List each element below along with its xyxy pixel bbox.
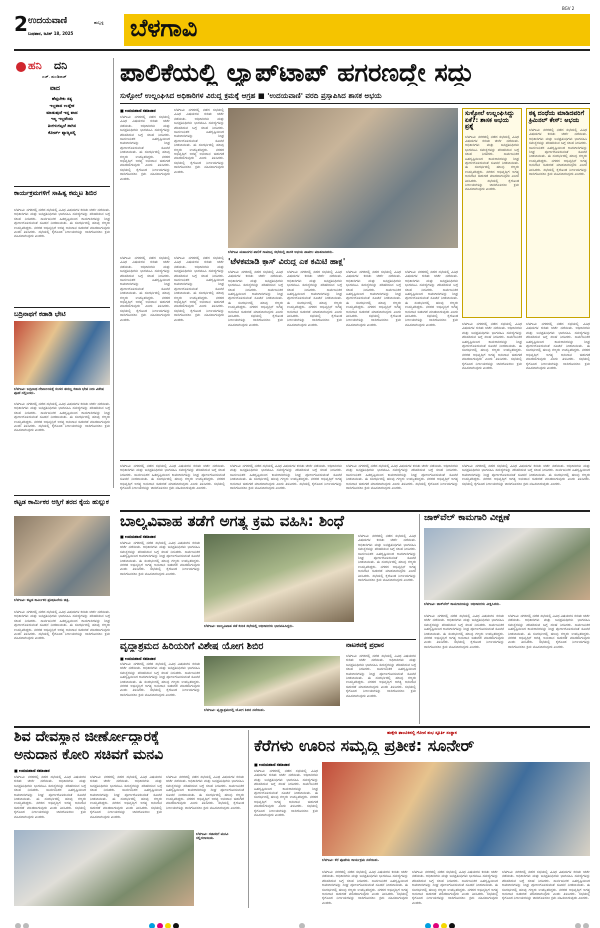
child-marriage-caption: ಬೆಳಗಾವಿ: ಬಾಲ್ಯವಿವಾಹ ತಡೆ ಕುರಿತ ಸಭೆಯಲ್ಲಿ ಅಧಿಕಾರಿಗಳು ಭಾಗವಹಿಸಿದ್ದರು.	[204, 624, 294, 628]
side-box-1	[462, 108, 522, 318]
jack-well-photo	[424, 528, 590, 600]
mid-body-col4: ಬೆಳಗಾವಿ: ನಗರದಲ್ಲಿ ನಡೆದ ಸಭೆಯಲ್ಲಿ ವಿವಿಧ ವಿಷಯಗಳ ಕುರಿತು ಚರ್ಚೆ ನಡೆಯಿತು. ಅಧಿಕಾರಿಗಳು ಮತ್ತು ಜನಪ್ರತಿನಿಧಿಗಳು ಭಾಗವಹಿಸಿ ಸಮಸ್ಯೆಗಳನ್ನು ಪರಿಹರಿಸುವ ಬಗ್ಗೆ ಸಲಹೆ ನೀಡಿದರು. ಸಾರ್ವಜನಿಕರ ಹಿತದೃಷ್ಟಿಯಿಂದ ಕಾಮಗಾರಿಗಳನ್ನು ಶೀಘ್ರ ಪೂರ್ಣಗೊಳಿಸುವಂತೆ ಸೂಚನೆ ನೀಡಲಾಯಿತು. ಈ ಸಂದರ್ಭದಲ್ಲಿ ಹಲವು ಗಣ್ಯರು ಉಪಸ್ಥಿತರಿದ್ದರು. ನಗರದ ಅಭಿವೃದ್ಧಿಗೆ ಅಗತ್ಯ ಅನುದಾನ ಬಿಡುಗಡೆ ಮಾಡಲಾಗುವುದು ಎಂದು ತಿಳಿಸಿದರು. ಸಭೆಯಲ್ಲಿ ಕೈಗೊಂಡ ನಿರ್ಣಯಗಳನ್ನು ಜಾರಿಗೊಳಿಸಲು ಕ್ರಮ ವಹಿಸಲಾಗುವುದು ಎಂದರು.	[462, 464, 590, 486]
child-rule	[120, 510, 590, 512]
lead-body-col1: ಬೆಳಗಾವಿ: ನಗರದಲ್ಲಿ ನಡೆದ ಸಭೆಯಲ್ಲಿ ವಿವಿಧ ವಿಷಯಗಳ ಕುರಿತು ಚರ್ಚೆ ನಡೆಯಿತು. ಅಧಿಕಾರಿಗಳು ಮತ್ತು ಜನಪ್ರತಿನಿಧಿಗಳು ಭಾಗವಹಿಸಿ ಸಮಸ್ಯೆಗಳನ್ನು ಪರಿಹರಿಸುವ ಬಗ್ಗೆ ಸಲಹೆ ನೀಡಿದರು. ಸಾರ್ವಜನಿಕರ ಹಿತದೃಷ್ಟಿಯಿಂದ ಕಾಮಗಾರಿಗಳನ್ನು ಶೀಘ್ರ ಪೂರ್ಣಗೊಳಿಸುವಂತೆ ಸೂಚನೆ ನೀಡಲಾಯಿತು. ಈ ಸಂದರ್ಭದಲ್ಲಿ ಹಲವು ಗಣ್ಯರು ಉಪಸ್ಥಿತರಿದ್ದರು. ನಗರದ ಅಭಿವೃದ್ಧಿಗೆ ಅಗತ್ಯ ಅನುದಾನ ಬಿಡುಗಡೆ ಮಾಡಲಾಗುವುದು ಎಂದು ತಿಳಿಸಿದರು. ಸಭೆಯಲ್ಲಿ ಕೈಗೊಂಡ ನಿರ್ಣಯಗಳನ್ನು ಜಾರಿಗೊಳಿಸಲು ಕ್ರಮ ವಹಿಸಲಾಗುವುದು ಎಂದರು.	[120, 115, 170, 181]
bottom-kicker: ಹುಕ್ಕೇರಿ ತಾಲೂಕಿನಲ್ಲಿ ಗೋಣಿ ಶುಭ ಸ್ಪೂರ್ತಿ ಸಂಸ್ಥಾನ	[387, 730, 457, 735]
column-divider	[113, 58, 114, 488]
yoga-caption: ಬೆಳಗಾವಿ: ವೃದ್ಧಾಶ್ರಮದಲ್ಲಿ ಯೋಗ ಶಿಬಿರ ನಡೆಯಿತು.	[204, 708, 266, 712]
left-story3-headline: ಕಟ್ಟಡ ಕಾರ್ಮಿಕರ ಆಸ್ತಿಗೆ ತರದ ಕೈಯ ಹುಲ್ಲುಕ	[14, 499, 109, 506]
left-rule-3	[14, 495, 110, 496]
bottom-rule	[14, 726, 590, 728]
left-story3-body: ಬೆಳಗಾವಿ: ನಗರದಲ್ಲಿ ನಡೆದ ಸಭೆಯಲ್ಲಿ ವಿವಿಧ ವಿಷಯಗಳ ಕುರಿತು ಚರ್ಚೆ ನಡೆಯಿತು. ಅಧಿಕಾರಿಗಳು ಮತ್ತು ಜನಪ್ರತಿನಿಧಿಗಳು ಭಾಗವಹಿಸಿ ಸಮಸ್ಯೆಗಳನ್ನು ಪರಿಹರಿಸುವ ಬಗ್ಗೆ ಸಲಹೆ ನೀಡಿದರು. ಸಾರ್ವಜನಿಕರ ಹಿತದೃಷ್ಟಿಯಿಂದ ಕಾಮಗಾರಿಗಳನ್ನು ಶೀಘ್ರ ಪೂರ್ಣಗೊಳಿಸುವಂತೆ ಸೂಚನೆ ನೀಡಲಾಯಿತು. ಈ ಸಂದರ್ಭದಲ್ಲಿ ಹಲವು ಗಣ್ಯರು ಉಪಸ್ಥಿತರಿದ್ದರು. ನಗರದ ಅಭಿವೃದ್ಧಿಗೆ ಅಗತ್ಯ ಅನುದಾನ ಬಿಡುಗಡೆ ಮಾಡಲಾಗುವುದು ಎಂದು ತಿಳಿಸಿದರು. ಸಭೆಯಲ್ಲಿ ಕೈಗೊಂಡ ನಿರ್ಣಯಗಳನ್ನು ಜಾರಿಗೊಳಿಸಲು ಕ್ರಮ ವಹಿಸಲಾಗುವುದು ಎಂದರು.	[14, 610, 110, 641]
left-story3-caption: ಬೆಳಗಾವಿ: ಕಟ್ಟಡ ಕಾರ್ಮಿಕರ ಪ್ರತಿಭಟನೆಯ ಚಿತ್ರ.	[14, 598, 70, 602]
left-story2-body: ಬೆಳಗಾವಿ: ನಗರದಲ್ಲಿ ನಡೆದ ಸಭೆಯಲ್ಲಿ ವಿವಿಧ ವಿಷಯಗಳ ಕುರಿತು ಚರ್ಚೆ ನಡೆಯಿತು. ಅಧಿಕಾರಿಗಳು ಮತ್ತು ಜನಪ್ರತಿನಿಧಿಗಳು ಭಾಗವಹಿಸಿ ಸಮಸ್ಯೆಗಳನ್ನು ಪರಿಹರಿಸುವ ಬಗ್ಗೆ ಸಲಹೆ ನೀಡಿದರು. ಸಾರ್ವಜನಿಕರ ಹಿತದೃಷ್ಟಿಯಿಂದ ಕಾಮಗಾರಿಗಳನ್ನು ಶೀಘ್ರ ಪೂರ್ಣಗೊಳಿಸುವಂತೆ ಸೂಚನೆ ನೀಡಲಾಯಿತು. ಈ ಸಂದರ್ಭದಲ್ಲಿ ಹಲವು ಗಣ್ಯರು ಉಪಸ್ಥಿತರಿದ್ದರು. ನಗರದ ಅಭಿವೃದ್ಧಿಗೆ ಅಗತ್ಯ ಅನುದಾನ ಬಿಡುಗಡೆ ಮಾಡಲಾಗುವುದು ಎಂದು ತಿಳಿಸಿದರು. ಸಭೆಯಲ್ಲಿ ಕೈಗೊಂಡ ನಿರ್ಣಯಗಳನ್ನು ಜಾರಿಗೊಳಿಸಲು ಕ್ರಮ ವಹಿಸಲಾಗುವುದು ಎಂದರು.	[14, 402, 110, 433]
verse-line: ಕೋರ್ಟ್ ವ್ಯಾಜ್ಯದಲ್ಲಿ	[48, 129, 76, 135]
divider-right	[419, 514, 420, 724]
page-code: BGV 2	[562, 6, 575, 11]
side-box-1-body: ಬೆಳಗಾವಿ: ನಗರದಲ್ಲಿ ನಡೆದ ಸಭೆಯಲ್ಲಿ ವಿವಿಧ ವಿಷಯಗಳ ಕುರಿತು ಚರ್ಚೆ ನಡೆಯಿತು. ಅಧಿಕಾರಿಗಳು ಮತ್ತು ಜನಪ್ರತಿನಿಧಿಗಳು ಭಾಗವಹಿಸಿ ಸಮಸ್ಯೆಗಳನ್ನು ಪರಿಹರಿಸುವ ಬಗ್ಗೆ ಸಲಹೆ ನೀಡಿದರು. ಸಾರ್ವಜನಿಕರ ಹಿತದೃಷ್ಟಿಯಿಂದ ಕಾಮಗಾರಿಗಳನ್ನು ಶೀಘ್ರ ಪೂರ್ಣಗೊಳಿಸುವಂತೆ ಸೂಚನೆ ನೀಡಲಾಯಿತು. ಈ ಸಂದರ್ಭದಲ್ಲಿ ಹಲವು ಗಣ್ಯರು ಉಪಸ್ಥಿತರಿದ್ದರು. ನಗರದ ಅಭಿವೃದ್ಧಿಗೆ ಅಗತ್ಯ ಅನುದಾನ ಬಿಡುಗಡೆ ಮಾಡಲಾಗುವುದು ಎಂದು ತಿಳಿಸಿದರು. ಸಭೆಯಲ್ಲಿ ಕೈಗೊಂಡ ನಿರ್ಣಯಗಳನ್ನು ಜಾರಿಗೊಳಿಸಲು ಕ್ರಮ ವಹಿಸಲಾಗುವುದು ಎಂದರು.	[465, 134, 519, 192]
kalmadi-headline: 'ಟೆಳಕಮಾಡಿ ಕ್ರಾಸ್ ವಿರುದ್ದ ಎಕ ಕಮಿಟಿ ಹಾಕ್ಲ'	[228, 258, 346, 266]
lead-subhead: ಸುಳ್ಳೋಲೆ ಉಲ್ಲಂಘಿಸಿದ ಅಧಿಕಾರಿಗಳ ವಿರುದ್ಧ ಕ್ರಮಕ್ಕೆ ಆಗ್ರಹ ■ 'ಉದಯವಾಣಿ' ವರದಿ ಪ್ರಸ್ತಾಪಿಸಿದ ಶಾಸಕ ಅಭಯ	[120, 92, 382, 100]
jack-well-body-col2: ಬೆಳಗಾವಿ: ನಗರದಲ್ಲಿ ನಡೆದ ಸಭೆಯಲ್ಲಿ ವಿವಿಧ ವಿಷಯಗಳ ಕುರಿತು ಚರ್ಚೆ ನಡೆಯಿತು. ಅಧಿಕಾರಿಗಳು ಮತ್ತು ಜನಪ್ರತಿನಿಧಿಗಳು ಭಾಗವಹಿಸಿ ಸಮಸ್ಯೆಗಳನ್ನು ಪರಿಹರಿಸುವ ಬಗ್ಗೆ ಸಲಹೆ ನೀಡಿದರು. ಸಾರ್ವಜನಿಕರ ಹಿತದೃಷ್ಟಿಯಿಂದ ಕಾಮಗಾರಿಗಳನ್ನು ಶೀಘ್ರ ಪೂರ್ಣಗೊಳಿಸುವಂತೆ ಸೂಚನೆ ನೀಡಲಾಯಿತು. ಈ ಸಂದರ್ಭದಲ್ಲಿ ಹಲವು ಗಣ್ಯರು ಉಪಸ್ಥಿತರಿದ್ದರು. ನಗರದ ಅಭಿವೃದ್ಧಿಗೆ ಅಗತ್ಯ ಅನುದಾನ ಬಿಡುಗಡೆ ಮಾಡಲಾಗುವುದು ಎಂದು ತಿಳಿಸಿದರು. ಸಭೆಯಲ್ಲಿ ಕೈಗೊಂಡ ನಿರ್ಣಯಗಳನ್ನು ಜಾರಿಗೊಳಿಸಲು ಕ್ರಮ ವಹಿಸಲಾಗುವುದು ಎಂದರು.	[508, 614, 590, 649]
side-box-1-title: ಸುಳ್ಳೋಲೆ ಉಲ್ಲಂಘಿಸಿದ್ದು ಏಕೆ?: ಶಾಸಕ ಅಭಯ ಪ್ರಶ್ನೆ	[465, 110, 515, 130]
yoga-photo	[204, 656, 340, 706]
left-story1-headline: ಕಾರ್ಯಕ್ರಮಗಳಿಗೆ ಸಾಹಿತ್ಯ ಕಮ್ಮಟ ಶಿಬಿರ	[14, 190, 97, 197]
bottom-right-body-2: ಬೆಳಗಾವಿ: ನಗರದಲ್ಲಿ ನಡೆದ ಸಭೆಯಲ್ಲಿ ವಿವಿಧ ವಿಷಯಗಳ ಕುರಿತು ಚರ್ಚೆ ನಡೆಯಿತು. ಅಧಿಕಾರಿಗಳು ಮತ್ತು ಜನಪ್ರತಿನಿಧಿಗಳು ಭಾಗವಹಿಸಿ ಸಮಸ್ಯೆಗಳನ್ನು ಪರಿಹರಿಸುವ ಬಗ್ಗೆ ಸಲಹೆ ನೀಡಿದರು. ಸಾರ್ವಜನಿಕರ ಹಿತದೃಷ್ಟಿಯಿಂದ ಕಾಮಗಾರಿಗಳನ್ನು ಶೀಘ್ರ ಪೂರ್ಣಗೊಳಿಸುವಂತೆ ಸೂಚನೆ ನೀಡಲಾಯಿತು. ಈ ಸಂದರ್ಭದಲ್ಲಿ ಹಲವು ಗಣ್ಯರು ಉಪಸ್ಥಿತರಿದ್ದರು. ನಗರದ ಅಭಿವೃದ್ಧಿಗೆ ಅಗತ್ಯ ಅನುದಾನ ಬಿಡುಗಡೆ ಮಾಡಲಾಗುವುದು ಎಂದು ತಿಳಿಸಿದರು. ಸಭೆಯಲ್ಲಿ ಕೈಗೊಂಡ ನಿರ್ಣಯಗಳನ್ನು ಜಾರಿಗೊಳಿಸಲು ಕ್ರಮ ವಹಿಸಲಾಗುವುದು ಎಂದರು.	[322, 870, 408, 905]
verse-title: ವಾದ	[50, 86, 60, 92]
nata-body: ಬೆಳಗಾವಿ: ನಗರದಲ್ಲಿ ನಡೆದ ಸಭೆಯಲ್ಲಿ ವಿವಿಧ ವಿಷಯಗಳ ಕುರಿತು ಚರ್ಚೆ ನಡೆಯಿತು. ಅಧಿಕಾರಿಗಳು ಮತ್ತು ಜನಪ್ರತಿನಿಧಿಗಳು ಭಾಗವಹಿಸಿ ಸಮಸ್ಯೆಗಳನ್ನು ಪರಿಹರಿಸುವ ಬಗ್ಗೆ ಸಲಹೆ ನೀಡಿದರು. ಸಾರ್ವಜನಿಕರ ಹಿತದೃಷ್ಟಿಯಿಂದ ಕಾಮಗಾರಿಗಳನ್ನು ಶೀಘ್ರ ಪೂರ್ಣಗೊಳಿಸುವಂತೆ ಸೂಚನೆ ನೀಡಲಾಯಿತು. ಈ ಸಂದರ್ಭದಲ್ಲಿ ಹಲವು ಗಣ್ಯರು ಉಪಸ್ಥಿತರಿದ್ದರು. ನಗರದ ಅಭಿವೃದ್ಧಿಗೆ ಅಗತ್ಯ ಅನುದಾನ ಬಿಡುಗಡೆ ಮಾಡಲಾಗುವುದು ಎಂದು ತಿಳಿಸಿದರು. ಸಭೆಯಲ್ಲಿ ಕೈಗೊಂಡ ನಿರ್ಣಯಗಳನ್ನು ಜಾರಿಗೊಳಿಸಲು ಕ್ರಮ ವಹಿಸಲಾಗುವುದು ಎಂದರು.	[346, 654, 416, 698]
verse-line: ಇಲ್ಲ ಇಲ್ಲವೆಂದು	[50, 116, 74, 122]
lead-rule	[120, 103, 590, 104]
child-body-col2: ಬೆಳಗಾವಿ: ನಗರದಲ್ಲಿ ನಡೆದ ಸಭೆಯಲ್ಲಿ ವಿವಿಧ ವಿಷಯಗಳ ಕುರಿತು ಚರ್ಚೆ ನಡೆಯಿತು. ಅಧಿಕಾರಿಗಳು ಮತ್ತು ಜನಪ್ರತಿನಿಧಿಗಳು ಭಾಗವಹಿಸಿ ಸಮಸ್ಯೆಗಳನ್ನು ಪರಿಹರಿಸುವ ಬಗ್ಗೆ ಸಲಹೆ ನೀಡಿದರು. ಸಾರ್ವಜನಿಕರ ಹಿತದೃಷ್ಟಿಯಿಂದ ಕಾಮಗಾರಿಗಳನ್ನು ಶೀಘ್ರ ಪೂರ್ಣಗೊಳಿಸುವಂತೆ ಸೂಚನೆ ನೀಡಲಾಯಿತು. ಈ ಸಂದರ್ಭದಲ್ಲಿ ಹಲವು ಗಣ್ಯರು ಉಪಸ್ಥಿತರಿದ್ದರು. ನಗರದ ಅಭಿವೃದ್ಧಿಗೆ ಅಗತ್ಯ ಅನುದಾನ ಬಿಡುಗಡೆ ಮಾಡಲಾಗುವುದು ಎಂದು ತಿಳಿಸಿದರು. ಸಭೆಯಲ್ಲಿ ಕೈಗೊಂಡ ನಿರ್ಣಯಗಳನ್ನು ಜಾರಿಗೊಳಿಸಲು ಕ್ರಮ ವಹಿಸಲಾಗುವುದು ಎಂದರು.	[358, 534, 416, 583]
verse-lines	[18, 96, 106, 137]
hani-dani-column	[14, 58, 110, 182]
lead-body-col3: ಬೆಳಗಾವಿ: ನಗರದಲ್ಲಿ ನಡೆದ ಸಭೆಯಲ್ಲಿ ವಿವಿಧ ವಿಷಯಗಳ ಕುರಿತು ಚರ್ಚೆ ನಡೆಯಿತು. ಅಧಿಕಾರಿಗಳು ಮತ್ತು ಜನಪ್ರತಿನಿಧಿಗಳು ಭಾಗವಹಿಸಿ ಸಮಸ್ಯೆಗಳನ್ನು ಪರಿಹರಿಸುವ ಬಗ್ಗೆ ಸಲಹೆ ನೀಡಿದರು. ಸಾರ್ವಜನಿಕರ ಹಿತದೃಷ್ಟಿಯಿಂದ ಕಾಮಗಾರಿಗಳನ್ನು ಶೀಘ್ರ ಪೂರ್ಣಗೊಳಿಸುವಂತೆ ಸೂಚನೆ ನೀಡಲಾಯಿತು. ಈ ಸಂದರ್ಭದಲ್ಲಿ ಹಲವು ಗಣ್ಯರು ಉಪಸ್ಥಿತರಿದ್ದರು. ನಗರದ ಅಭಿವೃದ್ಧಿಗೆ ಅಗತ್ಯ ಅನುದಾನ ಬಿಡುಗಡೆ ಮಾಡಲಾಗುವುದು ಎಂದು ತಿಳಿಸಿದರು. ಸಭೆಯಲ್ಲಿ ಕೈಗೊಂಡ ನಿರ್ಣಯಗಳನ್ನು ಜಾರಿಗೊಳಿಸಲು ಕ್ರಮ ವಹಿಸಲಾಗುವುದು ಎಂದರು.	[120, 256, 170, 322]
jack-well-caption: ಬೆಳಗಾವಿ: ಜಾಕ್‌ವೆಲ್ ಕಾಮಗಾರಿಯನ್ನು ಅಧಿಕಾರಿಗಳು ವೀಕ್ಷಿಸಿದರು.	[424, 602, 501, 606]
bottom-left-photo	[14, 830, 194, 906]
bottom-left-body-2: ಬೆಳಗಾವಿ: ನಗರದಲ್ಲಿ ನಡೆದ ಸಭೆಯಲ್ಲಿ ವಿವಿಧ ವಿಷಯಗಳ ಕುರಿತು ಚರ್ಚೆ ನಡೆಯಿತು. ಅಧಿಕಾರಿಗಳು ಮತ್ತು ಜನಪ್ರತಿನಿಧಿಗಳು ಭಾಗವಹಿಸಿ ಸಮಸ್ಯೆಗಳನ್ನು ಪರಿಹರಿಸುವ ಬಗ್ಗೆ ಸಲಹೆ ನೀಡಿದರು. ಸಾರ್ವಜನಿಕರ ಹಿತದೃಷ್ಟಿಯಿಂದ ಕಾಮಗಾರಿಗಳನ್ನು ಶೀಘ್ರ ಪೂರ್ಣಗೊಳಿಸುವಂತೆ ಸೂಚನೆ ನೀಡಲಾಯಿತು. ಈ ಸಂದರ್ಭದಲ್ಲಿ ಹಲವು ಗಣ್ಯರು ಉಪಸ್ಥಿತರಿದ್ದರು. ನಗರದ ಅಭಿವೃದ್ಧಿಗೆ ಅಗತ್ಯ ಅನುದಾನ ಬಿಡುಗಡೆ ಮಾಡಲಾಗುವುದು ಎಂದು ತಿಳಿಸಿದರು. ಸಭೆಯಲ್ಲಿ ಕೈಗೊಂಡ ನಿರ್ಣಯಗಳನ್ನು ಜಾರಿಗೊಳಿಸಲು ಕ್ರಮ ವಹಿಸಲಾಗುವುದು ಎಂದರು.	[90, 775, 162, 819]
lead-body-col4: ಬೆಳಗಾವಿ: ನಗರದಲ್ಲಿ ನಡೆದ ಸಭೆಯಲ್ಲಿ ವಿವಿಧ ವಿಷಯಗಳ ಕುರಿತು ಚರ್ಚೆ ನಡೆಯಿತು. ಅಧಿಕಾರಿಗಳು ಮತ್ತು ಜನಪ್ರತಿನಿಧಿಗಳು ಭಾಗವಹಿಸಿ ಸಮಸ್ಯೆಗಳನ್ನು ಪರಿಹರಿಸುವ ಬಗ್ಗೆ ಸಲಹೆ ನೀಡಿದರು. ಸಾರ್ವಜನಿಕರ ಹಿತದೃಷ್ಟಿಯಿಂದ ಕಾಮಗಾರಿಗಳನ್ನು ಶೀಘ್ರ ಪೂರ್ಣಗೊಳಿಸುವಂತೆ ಸೂಚನೆ ನೀಡಲಾಯಿತು. ಈ ಸಂದರ್ಭದಲ್ಲಿ ಹಲವು ಗಣ್ಯರು ಉಪಸ್ಥಿತರಿದ್ದರು. ನಗರದ ಅಭಿವೃದ್ಧಿಗೆ ಅಗತ್ಯ ಅನುದಾನ ಬಿಡುಗಡೆ ಮಾಡಲಾಗುವುದು ಎಂದು ತಿಳಿಸಿದರು. ಸಭೆಯಲ್ಲಿ ಕೈಗೊಂಡ ನಿರ್ಣಯಗಳನ್ನು ಜಾರಿಗೊಳಿಸಲು ಕ್ರಮ ವಹಿಸಲಾಗುವುದು ಎಂದರು.	[174, 256, 224, 322]
side-box-2	[526, 108, 590, 318]
yoga-headline: ವೃದ್ಧಾಶ್ರಮದ ಹಿರಿಯರಿಗೆ ವಿಶೇಷ ಯೋಗ ಶಿಬಿರ	[120, 642, 264, 652]
registration-marks	[14, 914, 590, 922]
hani-dani-title-b: ದನಿ	[54, 60, 68, 72]
lead-photo-caption: ಬೆಳಗಾವಿ ಮಹಾನಗರ ಪಾಲಿಕೆ ಸಾಮಾನ್ಯ ಸಭೆಯಲ್ಲಿ ಶಾಸಕ ಅಭಯ ಪಾಟೀಲ ಮಾತನಾಡಿದರು.	[228, 250, 334, 254]
bottom-left-caption: ಬೆಳಗಾವಿ: ಸಚಿವರಿಗೆ ಮನವಿ ಸಲ್ಲಿಸಲಾಯಿತು.	[196, 832, 229, 841]
side-box-2-body: ಬೆಳಗಾವಿ: ನಗರದಲ್ಲಿ ನಡೆದ ಸಭೆಯಲ್ಲಿ ವಿವಿಧ ವಿಷಯಗಳ ಕುರಿತು ಚರ್ಚೆ ನಡೆಯಿತು. ಅಧಿಕಾರಿಗಳು ಮತ್ತು ಜನಪ್ರತಿನಿಧಿಗಳು ಭಾಗವಹಿಸಿ ಸಮಸ್ಯೆಗಳನ್ನು ಪರಿಹರಿಸುವ ಬಗ್ಗೆ ಸಲಹೆ ನೀಡಿದರು. ಸಾರ್ವಜನಿಕರ ಹಿತದೃಷ್ಟಿಯಿಂದ ಕಾಮಗಾರಿಗಳನ್ನು ಶೀಘ್ರ ಪೂರ್ಣಗೊಳಿಸುವಂತೆ ಸೂಚನೆ ನೀಡಲಾಯಿತು. ಈ ಸಂದರ್ಭದಲ್ಲಿ ಹಲವು ಗಣ್ಯರು ಉಪಸ್ಥಿತರಿದ್ದರು. ನಗರದ ಅಭಿವೃದ್ಧಿಗೆ ಅಗತ್ಯ ಅನುದಾನ ಬಿಡುಗಡೆ ಮಾಡಲಾಗುವುದು ಎಂದು ತಿಳಿಸಿದರು. ಸಭೆಯಲ್ಲಿ ಕೈಗೊಂಡ ನಿರ್ಣಯಗಳನ್ನು ಜಾರಿಗೊಳಿಸಲು ಕ್ರಮ ವಹಿಸಲಾಗುವುದು ಎಂದರು.	[529, 128, 587, 177]
jack-well-body-col1: ಬೆಳಗಾವಿ: ನಗರದಲ್ಲಿ ನಡೆದ ಸಭೆಯಲ್ಲಿ ವಿವಿಧ ವಿಷಯಗಳ ಕುರಿತು ಚರ್ಚೆ ನಡೆಯಿತು. ಅಧಿಕಾರಿಗಳು ಮತ್ತು ಜನಪ್ರತಿನಿಧಿಗಳು ಭಾಗವಹಿಸಿ ಸಮಸ್ಯೆಗಳನ್ನು ಪರಿಹರಿಸುವ ಬಗ್ಗೆ ಸಲಹೆ ನೀಡಿದರು. ಸಾರ್ವಜನಿಕರ ಹಿತದೃಷ್ಟಿಯಿಂದ ಕಾಮಗಾರಿಗಳನ್ನು ಶೀಘ್ರ ಪೂರ್ಣಗೊಳಿಸುವಂತೆ ಸೂಚನೆ ನೀಡಲಾಯಿತು. ಈ ಸಂದರ್ಭದಲ್ಲಿ ಹಲವು ಗಣ್ಯರು ಉಪಸ್ಥಿತರಿದ್ದರು. ನಗರದ ಅಭಿವೃದ್ಧಿಗೆ ಅಗತ್ಯ ಅನುದಾನ ಬಿಡುಗಡೆ ಮಾಡಲಾಗುವುದು ಎಂದು ತಿಳಿಸಿದರು. ಸಭೆಯಲ್ಲಿ ಕೈಗೊಂಡ ನಿರ್ಣಯಗಳನ್ನು ಜಾರಿಗೊಳಿಸಲು ಕ್ರಮ ವಹಿಸಲಾಗುವುದು ಎಂದರು.	[424, 614, 504, 649]
yoga-rule	[120, 639, 416, 640]
reg-mark-gray-2	[298, 914, 306, 922]
mid-rule	[120, 460, 590, 461]
left-rule-2	[14, 307, 110, 308]
labour-photo	[14, 516, 110, 596]
bottom-right-body-3: ಬೆಳಗಾವಿ: ನಗರದಲ್ಲಿ ನಡೆದ ಸಭೆಯಲ್ಲಿ ವಿವಿಧ ವಿಷಯಗಳ ಕುರಿತು ಚರ್ಚೆ ನಡೆಯಿತು. ಅಧಿಕಾರಿಗಳು ಮತ್ತು ಜನಪ್ರತಿನಿಧಿಗಳು ಭಾಗವಹಿಸಿ ಸಮಸ್ಯೆಗಳನ್ನು ಪರಿಹರಿಸುವ ಬಗ್ಗೆ ಸಲಹೆ ನೀಡಿದರು. ಸಾರ್ವಜನಿಕರ ಹಿತದೃಷ್ಟಿಯಿಂದ ಕಾಮಗಾರಿಗಳನ್ನು ಶೀಘ್ರ ಪೂರ್ಣಗೊಳಿಸುವಂತೆ ಸೂಚನೆ ನೀಡಲಾಯಿತು. ಈ ಸಂದರ್ಭದಲ್ಲಿ ಹಲವು ಗಣ್ಯರು ಉಪಸ್ಥಿತರಿದ್ದರು. ನಗರದ ಅಭಿವೃದ್ಧಿಗೆ ಅಗತ್ಯ ಅನುದಾನ ಬಿಡುಗಡೆ ಮಾಡಲಾಗುವುದು ಎಂದು ತಿಳಿಸಿದರು. ಸಭೆಯಲ್ಲಿ ಕೈಗೊಂಡ ನಿರ್ಣಯಗಳನ್ನು ಜಾರಿಗೊಳಿಸಲು ಕ್ರಮ ವಹಿಸಲಾಗುವುದು ಎಂದರು.	[412, 870, 498, 905]
lead-body-col2: ಬೆಳಗಾವಿ: ನಗರದಲ್ಲಿ ನಡೆದ ಸಭೆಯಲ್ಲಿ ವಿವಿಧ ವಿಷಯಗಳ ಕುರಿತು ಚರ್ಚೆ ನಡೆಯಿತು. ಅಧಿಕಾರಿಗಳು ಮತ್ತು ಜನಪ್ರತಿನಿಧಿಗಳು ಭಾಗವಹಿಸಿ ಸಮಸ್ಯೆಗಳನ್ನು ಪರಿಹರಿಸುವ ಬಗ್ಗೆ ಸಲಹೆ ನೀಡಿದರು. ಸಾರ್ವಜನಿಕರ ಹಿತದೃಷ್ಟಿಯಿಂದ ಕಾಮಗಾರಿಗಳನ್ನು ಶೀಘ್ರ ಪೂರ್ಣಗೊಳಿಸುವಂತೆ ಸೂಚನೆ ನೀಡಲಾಯಿತು. ಈ ಸಂದರ್ಭದಲ್ಲಿ ಹಲವು ಗಣ್ಯರು ಉಪಸ್ಥಿತರಿದ್ದರು. ನಗರದ ಅಭಿವೃದ್ಧಿಗೆ ಅಗತ್ಯ ಅನುದಾನ ಬಿಡುಗಡೆ ಮಾಡಲಾಗುವುದು ಎಂದು ತಿಳಿಸಿದರು. ಸಭೆಯಲ್ಲಿ ಕೈಗೊಂಡ ನಿರ್ಣಯಗಳನ್ನು ಜಾರಿಗೊಳಿಸಲು ಕ್ರಮ ವಹಿಸಲಾಗುವುದು ಎಂದರು.	[174, 108, 224, 174]
child-marriage-photo	[204, 534, 354, 622]
bottom-right-caption: ಬೆಳಗಾವಿ: ಕೆರೆ ಪೂಜೆಯ ಕಾರ್ಯಕ್ರಮ ನಡೆಯಿತು.	[322, 858, 379, 862]
nata-headline: ನಾಟಕವಕ್ಕೆ ಪ್ರಧಾನ	[346, 642, 384, 649]
bottom-left-body-3: ಬೆಳಗಾವಿ: ನಗರದಲ್ಲಿ ನಡೆದ ಸಭೆಯಲ್ಲಿ ವಿವಿಧ ವಿಷಯಗಳ ಕುರಿತು ಚರ್ಚೆ ನಡೆಯಿತು. ಅಧಿಕಾರಿಗಳು ಮತ್ತು ಜನಪ್ರತಿನಿಧಿಗಳು ಭಾಗವಹಿಸಿ ಸಮಸ್ಯೆಗಳನ್ನು ಪರಿಹರಿಸುವ ಬಗ್ಗೆ ಸಲಹೆ ನೀಡಿದರು. ಸಾರ್ವಜನಿಕರ ಹಿತದೃಷ್ಟಿಯಿಂದ ಕಾಮಗಾರಿಗಳನ್ನು ಶೀಘ್ರ ಪೂರ್ಣಗೊಳಿಸುವಂತೆ ಸೂಚನೆ ನೀಡಲಾಯಿತು. ಈ ಸಂದರ್ಭದಲ್ಲಿ ಹಲವು ಗಣ್ಯರು ಉಪಸ್ಥಿತರಿದ್ದರು. ನಗರದ ಅಭಿವೃದ್ಧಿಗೆ ಅಗತ್ಯ ಅನುದಾನ ಬಿಡುಗಡೆ ಮಾಡಲಾಗುವುದು ಎಂದು ತಿಳಿಸಿದರು. ಸಭೆಯಲ್ಲಿ ಕೈಗೊಂಡ ನಿರ್ಣಯಗಳನ್ನು ಜಾರಿಗೊಳಿಸಲು ಕ್ರಮ ವಹಿಸಲಾಗುವುದು ಎಂದರು.	[166, 775, 244, 810]
header-rule	[14, 49, 590, 51]
side-body-continued-1: ಬೆಳಗಾವಿ: ನಗರದಲ್ಲಿ ನಡೆದ ಸಭೆಯಲ್ಲಿ ವಿವಿಧ ವಿಷಯಗಳ ಕುರಿತು ಚರ್ಚೆ ನಡೆಯಿತು. ಅಧಿಕಾರಿಗಳು ಮತ್ತು ಜನಪ್ರತಿನಿಧಿಗಳು ಭಾಗವಹಿಸಿ ಸಮಸ್ಯೆಗಳನ್ನು ಪರಿಹರಿಸುವ ಬಗ್ಗೆ ಸಲಹೆ ನೀಡಿದರು. ಸಾರ್ವಜನಿಕರ ಹಿತದೃಷ್ಟಿಯಿಂದ ಕಾಮಗಾರಿಗಳನ್ನು ಶೀಘ್ರ ಪೂರ್ಣಗೊಳಿಸುವಂತೆ ಸೂಚನೆ ನೀಡಲಾಯಿತು. ಈ ಸಂದರ್ಭದಲ್ಲಿ ಹಲವು ಗಣ್ಯರು ಉಪಸ್ಥಿತರಿದ್ದರು. ನಗರದ ಅಭಿವೃದ್ಧಿಗೆ ಅಗತ್ಯ ಅನುದಾನ ಬಿಡುಗಡೆ ಮಾಡಲಾಗುವುದು ಎಂದು ತಿಳಿಸಿದರು. ಸಭೆಯಲ್ಲಿ ಕೈಗೊಂಡ ನಿರ್ಣಯಗಳನ್ನು ಜಾರಿಗೊಳಿಸಲು ಕ್ರಮ ವಹಿಸಲಾಗುವುದು ಎಂದರು.	[462, 322, 522, 371]
left-rule-1	[14, 186, 110, 187]
badrinath-photo	[14, 321, 110, 385]
bottom-left-headline-1: ಶಿವ ದೇವಸ್ಥಾನ ಜೀರ್ಣೋದ್ಧಾರಕ್ಕೆ	[14, 730, 160, 745]
yoga-byline: ■ ಉದಯವಾಣಿ ಸಮಾಚಾರ	[120, 656, 156, 661]
left-story1-body: ಬೆಳಗಾವಿ: ನಗರದಲ್ಲಿ ನಡೆದ ಸಭೆಯಲ್ಲಿ ವಿವಿಧ ವಿಷಯಗಳ ಕುರಿತು ಚರ್ಚೆ ನಡೆಯಿತು. ಅಧಿಕಾರಿಗಳು ಮತ್ತು ಜನಪ್ರತಿನಿಧಿಗಳು ಭಾಗವಹಿಸಿ ಸಮಸ್ಯೆಗಳನ್ನು ಪರಿಹರಿಸುವ ಬಗ್ಗೆ ಸಲಹೆ ನೀಡಿದರು. ಸಾರ್ವಜನಿಕರ ಹಿತದೃಷ್ಟಿಯಿಂದ ಕಾಮಗಾರಿಗಳನ್ನು ಶೀಘ್ರ ಪೂರ್ಣಗೊಳಿಸುವಂತೆ ಸೂಚನೆ ನೀಡಲಾಯಿತು. ಈ ಸಂದರ್ಭದಲ್ಲಿ ಹಲವು ಗಣ್ಯರು ಉಪಸ್ಥಿತರಿದ್ದರು. ನಗರದ ಅಭಿವೃದ್ಧಿಗೆ ಅಗತ್ಯ ಅನುದಾನ ಬಿಡುಗಡೆ ಮಾಡಲಾಗುವುದು ಎಂದು ತಿಳಿಸಿದರು. ಸಭೆಯಲ್ಲಿ ಕೈಗೊಂಡ ನಿರ್ಣಯಗಳನ್ನು ಜಾರಿಗೊಳಿಸಲು ಕ್ರಮ ವಹಿಸಲಾಗುವುದು ಎಂದರು.	[14, 208, 110, 239]
jack-well-headline: ಜಾಕ್‌ವೆಲ್ ಕಾಮಗಾರಿ ವೀಕ್ಷಣೆ	[424, 514, 510, 523]
hani-dani-title-a: ಹನಿ	[28, 60, 42, 72]
reg-mark-gray	[14, 914, 30, 922]
child-byline: ■ ಉದಯವಾಣಿ ಸಮಾಚಾರ	[120, 534, 156, 539]
verse-line: ತಿಂಗಳುಗಟ್ಟಲೆ ಸಾಗಿದ	[47, 123, 77, 129]
bottom-right-byline: ■ ಉದಯವಾಣಿ ಸಮಾಚಾರ	[254, 762, 290, 767]
reg-mark-cmyk-2	[424, 914, 456, 922]
bottom-right-photo	[322, 762, 590, 856]
mid-body-col2: ಬೆಳಗಾವಿ: ನಗರದಲ್ಲಿ ನಡೆದ ಸಭೆಯಲ್ಲಿ ವಿವಿಧ ವಿಷಯಗಳ ಕುರಿತು ಚರ್ಚೆ ನಡೆಯಿತು. ಅಧಿಕಾರಿಗಳು ಮತ್ತು ಜನಪ್ರತಿನಿಧಿಗಳು ಭಾಗವಹಿಸಿ ಸಮಸ್ಯೆಗಳನ್ನು ಪರಿಹರಿಸುವ ಬಗ್ಗೆ ಸಲಹೆ ನೀಡಿದರು. ಸಾರ್ವಜನಿಕರ ಹಿತದೃಷ್ಟಿಯಿಂದ ಕಾಮಗಾರಿಗಳನ್ನು ಶೀಘ್ರ ಪೂರ್ಣಗೊಳಿಸುವಂತೆ ಸೂಚನೆ ನೀಡಲಾಯಿತು. ಈ ಸಂದರ್ಭದಲ್ಲಿ ಹಲವು ಗಣ್ಯರು ಉಪಸ್ಥಿತರಿದ್ದರು. ನಗರದ ಅಭಿವೃದ್ಧಿಗೆ ಅಗತ್ಯ ಅನುದಾನ ಬಿಡುಗಡೆ ಮಾಡಲಾಗುವುದು ಎಂದು ತಿಳಿಸಿದರು. ಸಭೆಯಲ್ಲಿ ಕೈಗೊಂಡ ನಿರ್ಣಯಗಳನ್ನು ಜಾರಿಗೊಳಿಸಲು ಕ್ರಮ ವಹಿಸಲಾಗುವುದು ಎಂದರು.	[230, 464, 342, 491]
side-box-2-title: ಠಕ್ಕ ದಂಧೆಯ ಮಾಡಿದವರಿಗೆ ಕ್ರಿಮಿನಲ್ ಕೇಸ್: ಅಭಯ	[529, 110, 585, 124]
yoga-body-col1: ಬೆಳಗಾವಿ: ನಗರದಲ್ಲಿ ನಡೆದ ಸಭೆಯಲ್ಲಿ ವಿವಿಧ ವಿಷಯಗಳ ಕುರಿತು ಚರ್ಚೆ ನಡೆಯಿತು. ಅಧಿಕಾರಿಗಳು ಮತ್ತು ಜನಪ್ರತಿನಿಧಿಗಳು ಭಾಗವಹಿಸಿ ಸಮಸ್ಯೆಗಳನ್ನು ಪರಿಹರಿಸುವ ಬಗ್ಗೆ ಸಲಹೆ ನೀಡಿದರು. ಸಾರ್ವಜನಿಕರ ಹಿತದೃಷ್ಟಿಯಿಂದ ಕಾಮಗಾರಿಗಳನ್ನು ಶೀಘ್ರ ಪೂರ್ಣಗೊಳಿಸುವಂತೆ ಸೂಚನೆ ನೀಡಲಾಯಿತು. ಈ ಸಂದರ್ಭದಲ್ಲಿ ಹಲವು ಗಣ್ಯರು ಉಪಸ್ಥಿತರಿದ್ದರು. ನಗರದ ಅಭಿವೃದ್ಧಿಗೆ ಅಗತ್ಯ ಅನುದಾನ ಬಿಡುಗಡೆ ಮಾಡಲಾಗುವುದು ಎಂದು ತಿಳಿಸಿದರು. ಸಭೆಯಲ್ಲಿ ಕೈಗೊಂಡ ನಿರ್ಣಯಗಳನ್ನು ಜಾರಿಗೊಳಿಸಲು ಕ್ರಮ ವಹಿಸಲಾಗುವುದು ಎಂದರು.	[120, 662, 200, 697]
bottom-left-byline: ■ ಉದಯವಾಣಿ ಸಮಾಚಾರ	[14, 768, 50, 773]
side-body-continued-2: ಬೆಳಗಾವಿ: ನಗರದಲ್ಲಿ ನಡೆದ ಸಭೆಯಲ್ಲಿ ವಿವಿಧ ವಿಷಯಗಳ ಕುರಿತು ಚರ್ಚೆ ನಡೆಯಿತು. ಅಧಿಕಾರಿಗಳು ಮತ್ತು ಜನಪ್ರತಿನಿಧಿಗಳು ಭಾಗವಹಿಸಿ ಸಮಸ್ಯೆಗಳನ್ನು ಪರಿಹರಿಸುವ ಬಗ್ಗೆ ಸಲಹೆ ನೀಡಿದರು. ಸಾರ್ವಜನಿಕರ ಹಿತದೃಷ್ಟಿಯಿಂದ ಕಾಮಗಾರಿಗಳನ್ನು ಶೀಘ್ರ ಪೂರ್ಣಗೊಳಿಸುವಂತೆ ಸೂಚನೆ ನೀಡಲಾಯಿತು. ಈ ಸಂದರ್ಭದಲ್ಲಿ ಹಲವು ಗಣ್ಯರು ಉಪಸ್ಥಿತರಿದ್ದರು. ನಗರದ ಅಭಿವೃದ್ಧಿಗೆ ಅಗತ್ಯ ಅನುದಾನ ಬಿಡುಗಡೆ ಮಾಡಲಾಗುವುದು ಎಂದು ತಿಳಿಸಿದರು. ಸಭೆಯಲ್ಲಿ ಕೈಗೊಂಡ ನಿರ್ಣಯಗಳನ್ನು ಜಾರಿಗೊಳಿಸಲು ಕ್ರಮ ವಹಿಸಲಾಗುವುದು ಎಂದರು.	[526, 322, 590, 371]
lead-headline: ಪಾಲಿಕೆಯಲ್ಲಿ ಲ್ಯಾಪ್‌ಟಾಪ್ ಹಗರಣದ್ದೇ ಸದ್ದು	[120, 60, 475, 87]
verse-line: ಮಾಡುವುದೆ ಇದ್ದ ವಾದ	[46, 109, 78, 115]
kalmadi-body-col4: ಬೆಳಗಾವಿ: ನಗರದಲ್ಲಿ ನಡೆದ ಸಭೆಯಲ್ಲಿ ವಿವಿಧ ವಿಷಯಗಳ ಕುರಿತು ಚರ್ಚೆ ನಡೆಯಿತು. ಅಧಿಕಾರಿಗಳು ಮತ್ತು ಜನಪ್ರತಿನಿಧಿಗಳು ಭಾಗವಹಿಸಿ ಸಮಸ್ಯೆಗಳನ್ನು ಪರಿಹರಿಸುವ ಬಗ್ಗೆ ಸಲಹೆ ನೀಡಿದರು. ಸಾರ್ವಜನಿಕರ ಹಿತದೃಷ್ಟಿಯಿಂದ ಕಾಮಗಾರಿಗಳನ್ನು ಶೀಘ್ರ ಪೂರ್ಣಗೊಳಿಸುವಂತೆ ಸೂಚನೆ ನೀಡಲಾಯಿತು. ಈ ಸಂದರ್ಭದಲ್ಲಿ ಹಲವು ಗಣ್ಯರು ಉಪಸ್ಥಿತರಿದ್ದರು. ನಗರದ ಅಭಿವೃದ್ಧಿಗೆ ಅಗತ್ಯ ಅನುದಾನ ಬಿಡುಗಡೆ ಮಾಡಲಾಗುವುದು ಎಂದು ತಿಳಿಸಿದರು. ಸಭೆಯಲ್ಲಿ ಕೈಗೊಂಡ ನಿರ್ಣಯಗಳನ್ನು ಜಾರಿಗೊಳಿಸಲು ಕ್ರಮ ವಹಿಸಲಾಗುವುದು ಎಂದರು.	[405, 270, 458, 327]
kalmadi-body-col2: ಬೆಳಗಾವಿ: ನಗರದಲ್ಲಿ ನಡೆದ ಸಭೆಯಲ್ಲಿ ವಿವಿಧ ವಿಷಯಗಳ ಕುರಿತು ಚರ್ಚೆ ನಡೆಯಿತು. ಅಧಿಕಾರಿಗಳು ಮತ್ತು ಜನಪ್ರತಿನಿಧಿಗಳು ಭಾಗವಹಿಸಿ ಸಮಸ್ಯೆಗಳನ್ನು ಪರಿಹರಿಸುವ ಬಗ್ಗೆ ಸಲಹೆ ನೀಡಿದರು. ಸಾರ್ವಜನಿಕರ ಹಿತದೃಷ್ಟಿಯಿಂದ ಕಾಮಗಾರಿಗಳನ್ನು ಶೀಘ್ರ ಪೂರ್ಣಗೊಳಿಸುವಂತೆ ಸೂಚನೆ ನೀಡಲಾಯಿತು. ಈ ಸಂದರ್ಭದಲ್ಲಿ ಹಲವು ಗಣ್ಯರು ಉಪಸ್ಥಿತರಿದ್ದರು. ನಗರದ ಅಭಿವೃದ್ಧಿಗೆ ಅಗತ್ಯ ಅನುದಾನ ಬಿಡುಗಡೆ ಮಾಡಲಾಗುವುದು ಎಂದು ತಿಳಿಸಿದರು. ಸಭೆಯಲ್ಲಿ ಕೈಗೊಂಡ ನಿರ್ಣಯಗಳನ್ನು ಜಾರಿಗೊಳಿಸಲು ಕ್ರಮ ವಹಿಸಲಾಗುವುದು ಎಂದರು.	[287, 270, 342, 327]
lead-photo	[228, 108, 458, 248]
verse-line: ಹೆಚ್ಚಬೇಕು ಸತ್ಯ	[51, 96, 73, 101]
hani-dani-logo-icon	[16, 62, 26, 72]
bottom-right-headline: ಕೆರೆಗಳು ಊರಿನ ಸಮೃದ್ಧಿ ಪ್ರತೀಕ: ಸೂನೇರ್	[254, 738, 475, 755]
section-title: ಬೆಳಗಾವಿ	[124, 14, 590, 46]
kalmadi-body-col3: ಬೆಳಗಾವಿ: ನಗರದಲ್ಲಿ ನಡೆದ ಸಭೆಯಲ್ಲಿ ವಿವಿಧ ವಿಷಯಗಳ ಕುರಿತು ಚರ್ಚೆ ನಡೆಯಿತು. ಅಧಿಕಾರಿಗಳು ಮತ್ತು ಜನಪ್ರತಿನಿಧಿಗಳು ಭಾಗವಹಿಸಿ ಸಮಸ್ಯೆಗಳನ್ನು ಪರಿಹರಿಸುವ ಬಗ್ಗೆ ಸಲಹೆ ನೀಡಿದರು. ಸಾರ್ವಜನಿಕರ ಹಿತದೃಷ್ಟಿಯಿಂದ ಕಾಮಗಾರಿಗಳನ್ನು ಶೀಘ್ರ ಪೂರ್ಣಗೊಳಿಸುವಂತೆ ಸೂಚನೆ ನೀಡಲಾಯಿತು. ಈ ಸಂದರ್ಭದಲ್ಲಿ ಹಲವು ಗಣ್ಯರು ಉಪಸ್ಥಿತರಿದ್ದರು. ನಗರದ ಅಭಿವೃದ್ಧಿಗೆ ಅಗತ್ಯ ಅನುದಾನ ಬಿಡುಗಡೆ ಮಾಡಲಾಗುವುದು ಎಂದು ತಿಳಿಸಿದರು. ಸಭೆಯಲ್ಲಿ ಕೈಗೊಂಡ ನಿರ್ಣಯಗಳನ್ನು ಜಾರಿಗೊಳಿಸಲು ಕ್ರಮ ವಹಿಸಲಾಗುವುದು ಎಂದರು.	[346, 270, 401, 327]
reg-mark-cmyk	[148, 914, 180, 922]
bottom-right-body-1: ಬೆಳಗಾವಿ: ನಗರದಲ್ಲಿ ನಡೆದ ಸಭೆಯಲ್ಲಿ ವಿವಿಧ ವಿಷಯಗಳ ಕುರಿತು ಚರ್ಚೆ ನಡೆಯಿತು. ಅಧಿಕಾರಿಗಳು ಮತ್ತು ಜನಪ್ರತಿನಿಧಿಗಳು ಭಾಗವಹಿಸಿ ಸಮಸ್ಯೆಗಳನ್ನು ಪರಿಹರಿಸುವ ಬಗ್ಗೆ ಸಲಹೆ ನೀಡಿದರು. ಸಾರ್ವಜನಿಕರ ಹಿತದೃಷ್ಟಿಯಿಂದ ಕಾಮಗಾರಿಗಳನ್ನು ಶೀಘ್ರ ಪೂರ್ಣಗೊಳಿಸುವಂತೆ ಸೂಚನೆ ನೀಡಲಾಯಿತು. ಈ ಸಂದರ್ಭದಲ್ಲಿ ಹಲವು ಗಣ್ಯರು ಉಪಸ್ಥಿತರಿದ್ದರು. ನಗರದ ಅಭಿವೃದ್ಧಿಗೆ ಅಗತ್ಯ ಅನುದಾನ ಬಿಡುಗಡೆ ಮಾಡಲಾಗುವುದು ಎಂದು ತಿಳಿಸಿದರು. ಸಭೆಯಲ್ಲಿ ಕೈಗೊಂಡ ನಿರ್ಣಯಗಳನ್ನು ಜಾರಿಗೊಳಿಸಲು ಕ್ರಮ ವಹಿಸಲಾಗುವುದು ಎಂದರು.	[254, 769, 318, 818]
verse-line: ಇಲ್ಲವಾದ ಉದ್ದೇಶ	[49, 102, 75, 108]
kalmadi-body-col1: ಬೆಳಗಾವಿ: ನಗರದಲ್ಲಿ ನಡೆದ ಸಭೆಯಲ್ಲಿ ವಿವಿಧ ವಿಷಯಗಳ ಕುರಿತು ಚರ್ಚೆ ನಡೆಯಿತು. ಅಧಿಕಾರಿಗಳು ಮತ್ತು ಜನಪ್ರತಿನಿಧಿಗಳು ಭಾಗವಹಿಸಿ ಸಮಸ್ಯೆಗಳನ್ನು ಪರಿಹರಿಸುವ ಬಗ್ಗೆ ಸಲಹೆ ನೀಡಿದರು. ಸಾರ್ವಜನಿಕರ ಹಿತದೃಷ್ಟಿಯಿಂದ ಕಾಮಗಾರಿಗಳನ್ನು ಶೀಘ್ರ ಪೂರ್ಣಗೊಳಿಸುವಂತೆ ಸೂಚನೆ ನೀಡಲಾಯಿತು. ಈ ಸಂದರ್ಭದಲ್ಲಿ ಹಲವು ಗಣ್ಯರು ಉಪಸ್ಥಿತರಿದ್ದರು. ನಗರದ ಅಭಿವೃದ್ಧಿಗೆ ಅಗತ್ಯ ಅನುದಾನ ಬಿಡುಗಡೆ ಮಾಡಲಾಗುವುದು ಎಂದು ತಿಳಿಸಿದರು. ಸಭೆಯಲ್ಲಿ ಕೈಗೊಂಡ ನಿರ್ಣಯಗಳನ್ನು ಜಾರಿಗೊಳಿಸಲು ಕ್ರಮ ವಹಿಸಲಾಗುವುದು ಎಂದರು.	[228, 270, 283, 327]
bottom-right-body-4: ಬೆಳಗಾವಿ: ನಗರದಲ್ಲಿ ನಡೆದ ಸಭೆಯಲ್ಲಿ ವಿವಿಧ ವಿಷಯಗಳ ಕುರಿತು ಚರ್ಚೆ ನಡೆಯಿತು. ಅಧಿಕಾರಿಗಳು ಮತ್ತು ಜನಪ್ರತಿನಿಧಿಗಳು ಭಾಗವಹಿಸಿ ಸಮಸ್ಯೆಗಳನ್ನು ಪರಿಹರಿಸುವ ಬಗ್ಗೆ ಸಲಹೆ ನೀಡಿದರು. ಸಾರ್ವಜನಿಕರ ಹಿತದೃಷ್ಟಿಯಿಂದ ಕಾಮಗಾರಿಗಳನ್ನು ಶೀಘ್ರ ಪೂರ್ಣಗೊಳಿಸುವಂತೆ ಸೂಚನೆ ನೀಡಲಾಯಿತು. ಈ ಸಂದರ್ಭದಲ್ಲಿ ಹಲವು ಗಣ್ಯರು ಉಪಸ್ಥಿತರಿದ್ದರು. ನಗರದ ಅಭಿವೃದ್ಧಿಗೆ ಅಗತ್ಯ ಅನುದಾನ ಬಿಡುಗಡೆ ಮಾಡಲಾಗುವುದು ಎಂದು ತಿಳಿಸಿದರು. ಸಭೆಯಲ್ಲಿ ಕೈಗೊಂಡ ನಿರ್ಣಯಗಳನ್ನು ಜಾರಿಗೊಳಿಸಲು ಕ್ರಮ ವಹಿಸಲಾಗುವುದು ಎಂದರು.	[502, 870, 590, 901]
masthead: ಉದಯವಾಣಿ	[28, 17, 68, 26]
left-story2-headline: ಬದ್ರಿನಾಥಗೆ ಕಡಾಡಿ ಭೇಟಿ	[14, 311, 66, 318]
issue-date: ಬುಧವಾರ, ಜೂನ್ 18, 2025	[28, 31, 74, 36]
page-number: 2	[14, 14, 28, 35]
hani-dani-author: ಎಚ್. ಡುಂಡಿರಾಜ್	[42, 74, 67, 79]
reg-mark-gray-3	[574, 914, 590, 922]
left-story2-caption: ಬೆಳಗಾವಿ: ಬದ್ರಿನಾಥ ದೇವಾಲಯಕ್ಕೆ ಸಂಸದ ಈರಣ್ಣ ಕಡಾಡಿ ಭೇಟಿ ನೀಡಿ ವಿಶೇಷ ಪೂಜೆ ಸಲ್ಲಿಸಿದರು.	[14, 387, 104, 396]
bottom-left-body-1: ಬೆಳಗಾವಿ: ನಗರದಲ್ಲಿ ನಡೆದ ಸಭೆಯಲ್ಲಿ ವಿವಿಧ ವಿಷಯಗಳ ಕುರಿತು ಚರ್ಚೆ ನಡೆಯಿತು. ಅಧಿಕಾರಿಗಳು ಮತ್ತು ಜನಪ್ರತಿನಿಧಿಗಳು ಭಾಗವಹಿಸಿ ಸಮಸ್ಯೆಗಳನ್ನು ಪರಿಹರಿಸುವ ಬಗ್ಗೆ ಸಲಹೆ ನೀಡಿದರು. ಸಾರ್ವಜನಿಕರ ಹಿತದೃಷ್ಟಿಯಿಂದ ಕಾಮಗಾರಿಗಳನ್ನು ಶೀಘ್ರ ಪೂರ್ಣಗೊಳಿಸುವಂತೆ ಸೂಚನೆ ನೀಡಲಾಯಿತು. ಈ ಸಂದರ್ಭದಲ್ಲಿ ಹಲವು ಗಣ್ಯರು ಉಪಸ್ಥಿತರಿದ್ದರು. ನಗರದ ಅಭಿವೃದ್ಧಿಗೆ ಅಗತ್ಯ ಅನುದಾನ ಬಿಡುಗಡೆ ಮಾಡಲಾಗುವುದು ಎಂದು ತಿಳಿಸಿದರು. ಸಭೆಯಲ್ಲಿ ಕೈಗೊಂಡ ನಿರ್ಣಯಗಳನ್ನು ಜಾರಿಗೊಳಿಸಲು ಕ್ರಮ ವಹಿಸಲಾಗುವುದು ಎಂದರು.	[14, 775, 86, 819]
divider-bottom	[248, 730, 249, 908]
mid-body-col1: ಬೆಳಗಾವಿ: ನಗರದಲ್ಲಿ ನಡೆದ ಸಭೆಯಲ್ಲಿ ವಿವಿಧ ವಿಷಯಗಳ ಕುರಿತು ಚರ್ಚೆ ನಡೆಯಿತು. ಅಧಿಕಾರಿಗಳು ಮತ್ತು ಜನಪ್ರತಿನಿಧಿಗಳು ಭಾಗವಹಿಸಿ ಸಮಸ್ಯೆಗಳನ್ನು ಪರಿಹರಿಸುವ ಬಗ್ಗೆ ಸಲಹೆ ನೀಡಿದರು. ಸಾರ್ವಜನಿಕರ ಹಿತದೃಷ್ಟಿಯಿಂದ ಕಾಮಗಾರಿಗಳನ್ನು ಶೀಘ್ರ ಪೂರ್ಣಗೊಳಿಸುವಂತೆ ಸೂಚನೆ ನೀಡಲಾಯಿತು. ಈ ಸಂದರ್ಭದಲ್ಲಿ ಹಲವು ಗಣ್ಯರು ಉಪಸ್ಥಿತರಿದ್ದರು. ನಗರದ ಅಭಿವೃದ್ಧಿಗೆ ಅಗತ್ಯ ಅನುದಾನ ಬಿಡುಗಡೆ ಮಾಡಲಾಗುವುದು ಎಂದು ತಿಳಿಸಿದರು. ಸಭೆಯಲ್ಲಿ ಕೈಗೊಂಡ ನಿರ್ಣಯಗಳನ್ನು ಜಾರಿಗೊಳಿಸಲು ಕ್ರಮ ವಹಿಸಲಾಗುವುದು ಎಂದರು.	[120, 464, 225, 491]
edition-tag: ಹುಬ್ಬಳ್ಳಿ	[94, 20, 104, 25]
page-header	[14, 6, 590, 48]
lead-byline: ■ ಉದಯವಾಣಿ ಸಮಾಚಾರ	[120, 108, 156, 113]
mid-body-col3: ಬೆಳಗಾವಿ: ನಗರದಲ್ಲಿ ನಡೆದ ಸಭೆಯಲ್ಲಿ ವಿವಿಧ ವಿಷಯಗಳ ಕುರಿತು ಚರ್ಚೆ ನಡೆಯಿತು. ಅಧಿಕಾರಿಗಳು ಮತ್ತು ಜನಪ್ರತಿನಿಧಿಗಳು ಭಾಗವಹಿಸಿ ಸಮಸ್ಯೆಗಳನ್ನು ಪರಿಹರಿಸುವ ಬಗ್ಗೆ ಸಲಹೆ ನೀಡಿದರು. ಸಾರ್ವಜನಿಕರ ಹಿತದೃಷ್ಟಿಯಿಂದ ಕಾಮಗಾರಿಗಳನ್ನು ಶೀಘ್ರ ಪೂರ್ಣಗೊಳಿಸುವಂತೆ ಸೂಚನೆ ನೀಡಲಾಯಿತು. ಈ ಸಂದರ್ಭದಲ್ಲಿ ಹಲವು ಗಣ್ಯರು ಉಪಸ್ಥಿತರಿದ್ದರು. ನಗರದ ಅಭಿವೃದ್ಧಿಗೆ ಅಗತ್ಯ ಅನುದಾನ ಬಿಡುಗಡೆ ಮಾಡಲಾಗುವುದು ಎಂದು ತಿಳಿಸಿದರು. ಸಭೆಯಲ್ಲಿ ಕೈಗೊಂಡ ನಿರ್ಣಯಗಳನ್ನು ಜಾರಿಗೊಳಿಸಲು ಕ್ರಮ ವಹಿಸಲಾಗುವುದು ಎಂದರು.	[346, 464, 458, 491]
child-marriage-headline: ಬಾಲ್ಯವಿವಾಹ ತಡೆಗೆ ಅಗತ್ಯ ಕ್ರಮ ವಹಿಸಿ: ಶಿಂಧೆ	[120, 514, 344, 530]
child-body-col1: ಬೆಳಗಾವಿ: ನಗರದಲ್ಲಿ ನಡೆದ ಸಭೆಯಲ್ಲಿ ವಿವಿಧ ವಿಷಯಗಳ ಕುರಿತು ಚರ್ಚೆ ನಡೆಯಿತು. ಅಧಿಕಾರಿಗಳು ಮತ್ತು ಜನಪ್ರತಿನಿಧಿಗಳು ಭಾಗವಹಿಸಿ ಸಮಸ್ಯೆಗಳನ್ನು ಪರಿಹರಿಸುವ ಬಗ್ಗೆ ಸಲಹೆ ನೀಡಿದರು. ಸಾರ್ವಜನಿಕರ ಹಿತದೃಷ್ಟಿಯಿಂದ ಕಾಮಗಾರಿಗಳನ್ನು ಶೀಘ್ರ ಪೂರ್ಣಗೊಳಿಸುವಂತೆ ಸೂಚನೆ ನೀಡಲಾಯಿತು. ಈ ಸಂದರ್ಭದಲ್ಲಿ ಹಲವು ಗಣ್ಯರು ಉಪಸ್ಥಿತರಿದ್ದರು. ನಗರದ ಅಭಿವೃದ್ಧಿಗೆ ಅಗತ್ಯ ಅನುದಾನ ಬಿಡುಗಡೆ ಮಾಡಲಾಗುವುದು ಎಂದು ತಿಳಿಸಿದರು. ಸಭೆಯಲ್ಲಿ ಕೈಗೊಂಡ ನಿರ್ಣಯಗಳನ್ನು ಜಾರಿಗೊಳಿಸಲು ಕ್ರಮ ವಹಿಸಲಾಗುವುದು ಎಂದರು.	[120, 541, 200, 576]
bottom-left-headline-2: ಅನುದಾನ ಕೋರಿ ಸಚಿವಗೆ ಮನವಿ	[14, 748, 164, 763]
